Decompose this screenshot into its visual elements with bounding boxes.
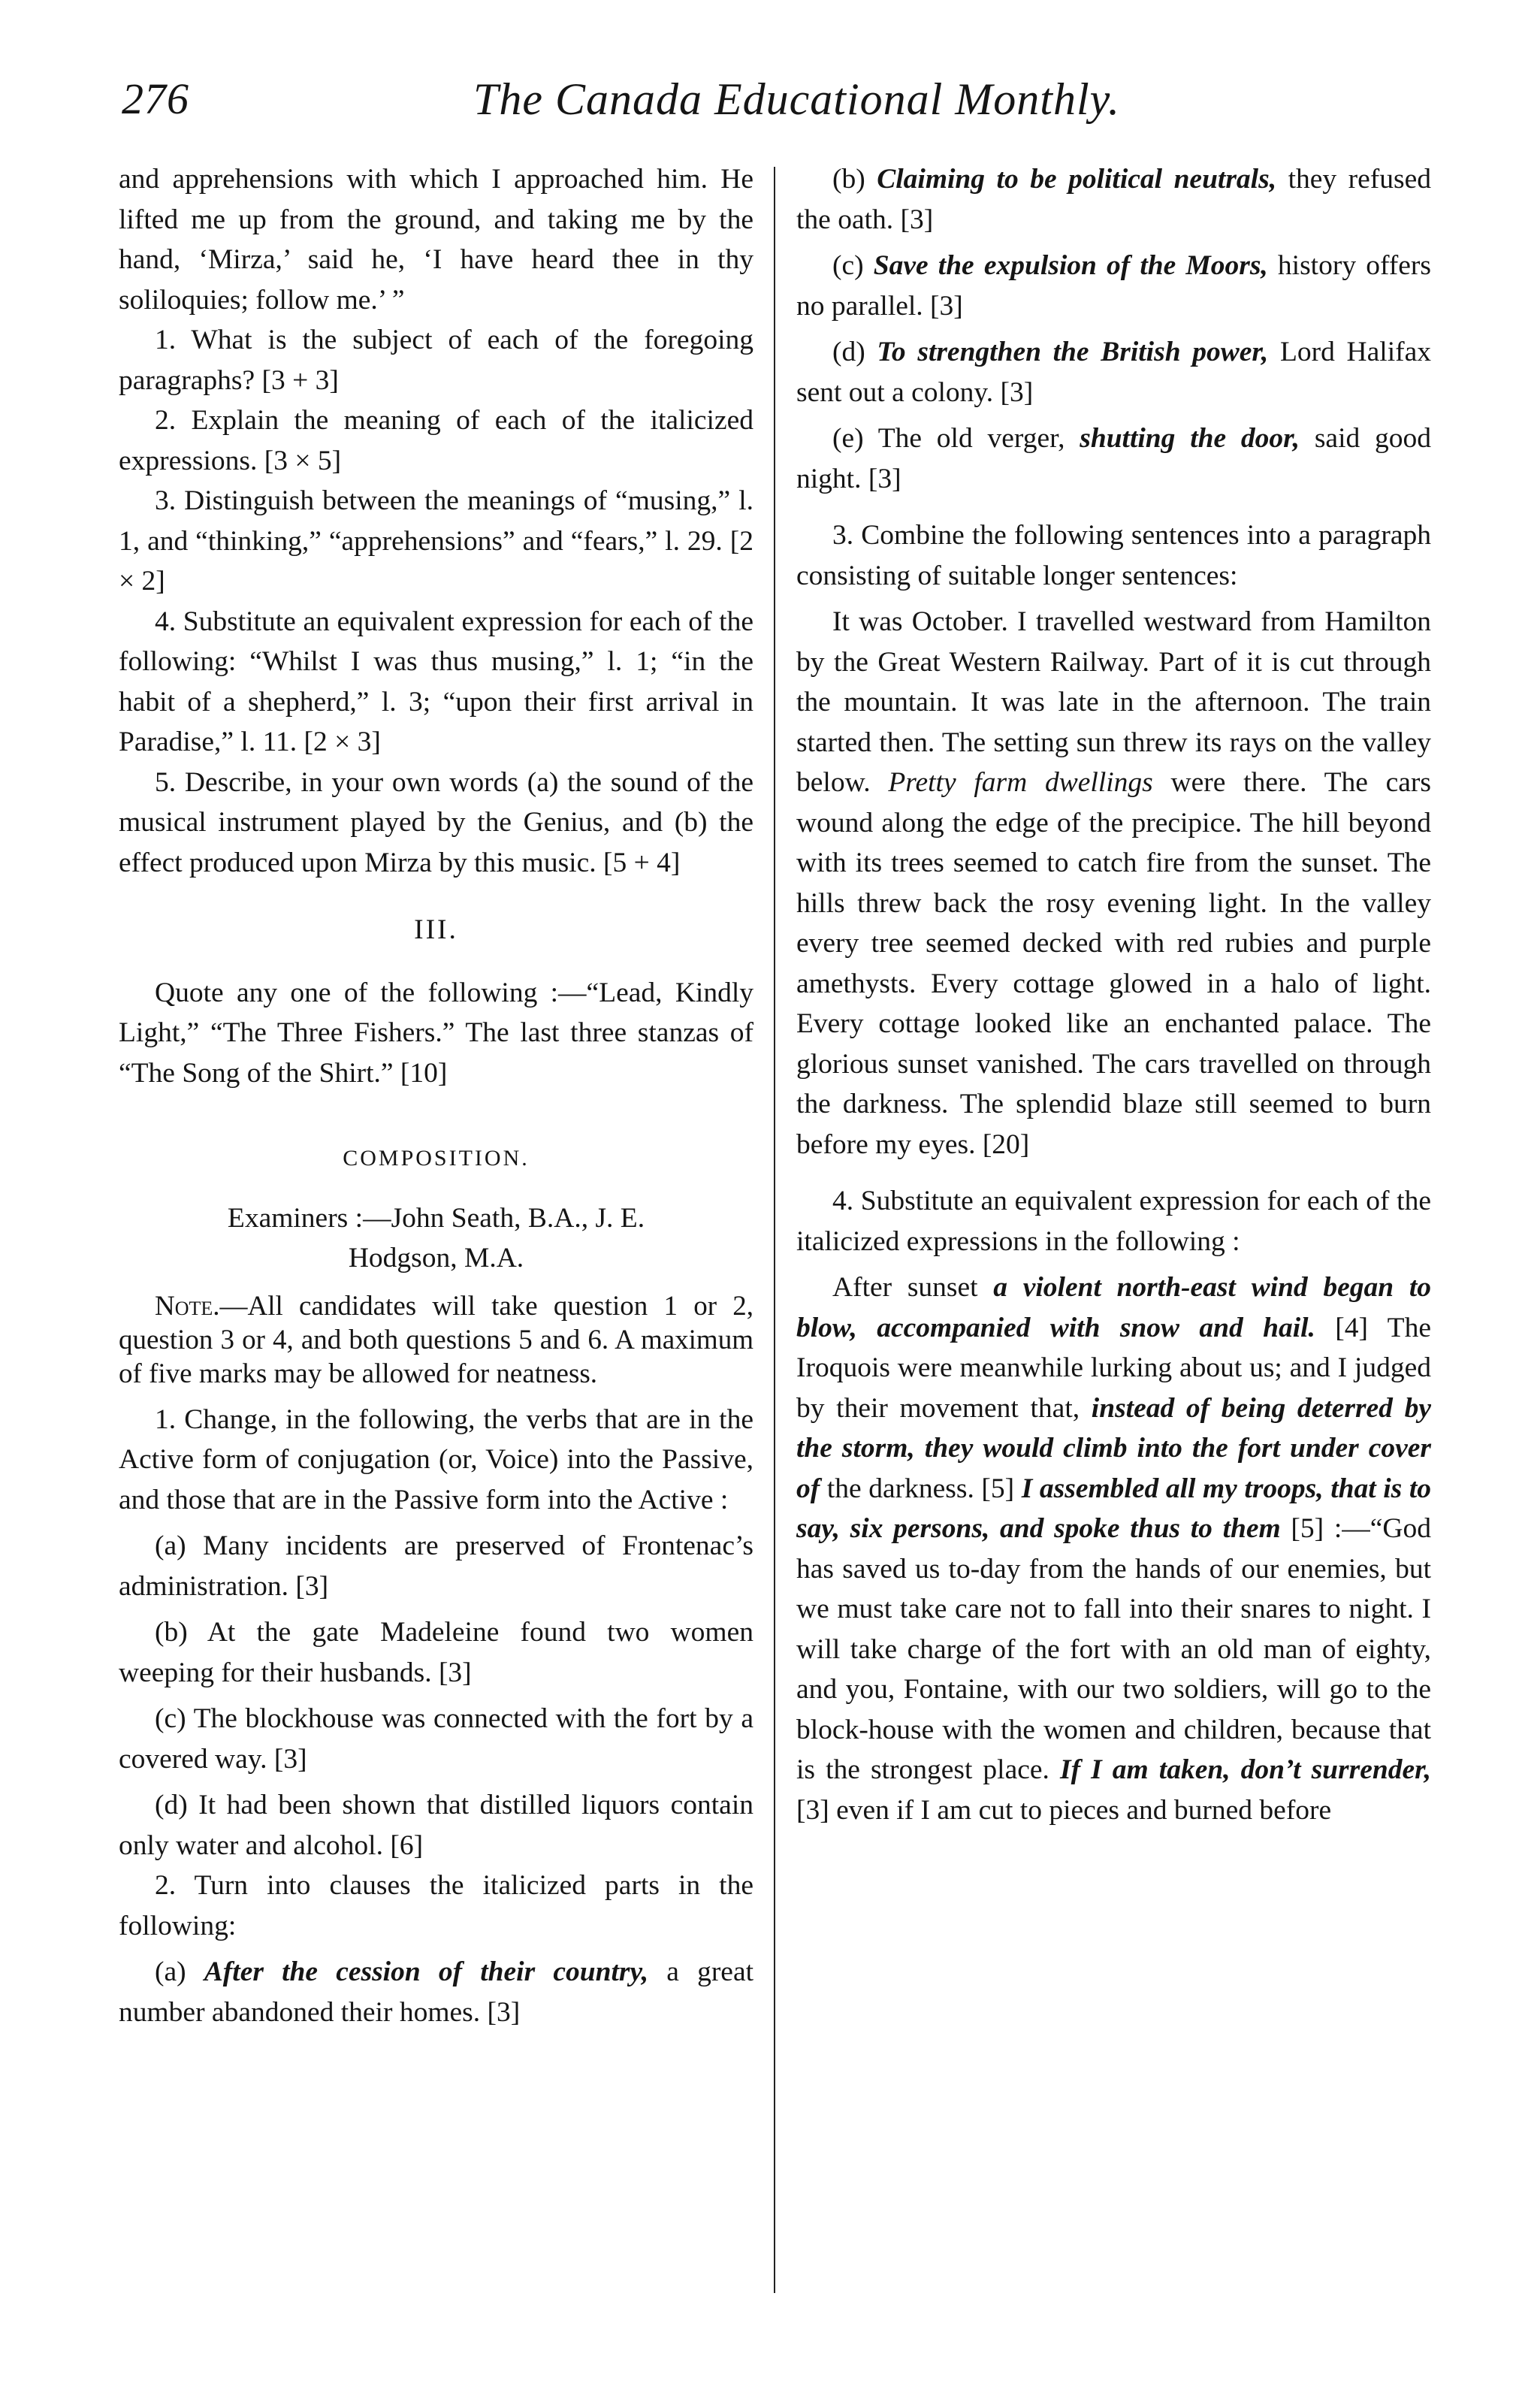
running-title: The Canada Educational Monthly. bbox=[473, 74, 1120, 124]
passage-end: [3] even if I am cut to pieces and burned before bbox=[796, 1794, 1332, 1826]
italic-phrase-3: I assembled all my troops, that is to say, six persons, and spoke thus to them bbox=[796, 1473, 1432, 1544]
item-rest: a great number abandoned their homes. [3] bbox=[119, 1956, 754, 2028]
examiners-line-2: Hodgson, M.A. bbox=[348, 1243, 524, 1273]
composition-question-3: 3. Combine the following sentences into a paragraph consisting of suitable longer sentences: bbox=[796, 520, 1431, 591]
item-label: (a) bbox=[155, 1956, 186, 1987]
composition-question-4: 4. Substitute an equivalent expression for each of the italicized expressions in the following : bbox=[796, 1186, 1431, 1257]
right-column bbox=[796, 159, 1431, 1830]
italic-phrase: To strengthen the British power, bbox=[877, 337, 1269, 367]
passage-part-a: It was October. I travelled westward from Hamilton by the Great Western Railway. Part of it is cut through the mountain. It was late in the afternoon. The train started then. The setting sun threw its rays on the valley below. bbox=[796, 606, 1431, 798]
passage-mid-3: [5] :—“God has saved us to-day from the hands of our enemies, but we must take care not to fall into their snares to night. I will take charge of the fort with an old man of eighty, and you, Fontaine, with our two soldiers, will go to the block-house with the women and children, because that is the strongest place. bbox=[796, 1513, 1432, 1785]
composition-question-1d: (d) It had been shown that distilled liquors contain only water and alcohol. [6] bbox=[119, 1790, 753, 1861]
passage-mid-1: [4] The Iroquois were meanwhile lurking about us; and I judged by their movement that, bbox=[796, 1312, 1431, 1424]
composition-question-1c: (c) The blockhouse was connected with the fort by a covered way. [3] bbox=[119, 1703, 753, 1775]
passage-pre: After sunset bbox=[832, 1272, 978, 1303]
passage-part-b: were there. The cars wound along the edge of the precipice. The hill beyond with its trees seemed to catch fire from the sunset. The hills threw back the rosy evening light. In the valley every tree seemed decked with red rubies and purple amethysts. Every cottage glowed in a halo of light. Every cottage looked like an enchanted palace. The glorious sunset vanished. The cars travelled on through the darkness. The splendid blaze still seemed to burn before my eyes. [20] bbox=[796, 767, 1432, 1160]
italic-phrase-4: If I am taken, don’t surrender, bbox=[1059, 1754, 1431, 1785]
composition-question-2b bbox=[796, 159, 1431, 240]
question-4: 4. Substitute an equivalent expression for each of the following: “Whilst I was thus musing,” l. 1; “in the habit of a shepherd,” l. 3; “upon their first arrival in Paradise,” l. 11. [2 × 3] bbox=[119, 606, 753, 757]
note-text: —All candidates will take question 1 or 2, question 3 or 4, and both questions 5 and 6. A maximum of five marks may be allowed for neatness. bbox=[119, 1290, 753, 1389]
note-paragraph bbox=[119, 1289, 753, 1391]
note-label: Note. bbox=[155, 1290, 220, 1322]
item-label: (d) bbox=[832, 337, 865, 367]
item-label: (b) bbox=[832, 164, 865, 195]
composition-question-1: 1. Change, in the following, the verbs that are in the Active form of conjugation (or, Voice) into the Passive, and those that are in the Passive form into the Active : bbox=[119, 1403, 753, 1515]
page-number: 276 bbox=[122, 74, 189, 123]
quote-task: Quote any one of the following :—“Lead, Kindly Light,” “The Three Fishers.” The last three stanzas of “The Song of the Shirt.” [10] bbox=[119, 977, 753, 1089]
column-divider bbox=[774, 167, 775, 2293]
question-2: 2. Explain the meaning of each of the italicized expressions. [3 × 5] bbox=[119, 405, 753, 476]
italic-phrase: After the cession of their country, bbox=[204, 1956, 649, 1987]
composition-heading: COMPOSITION. bbox=[343, 1146, 530, 1171]
passage-mid-2: the darkness. [5] bbox=[826, 1473, 1015, 1504]
composition-question-2e bbox=[796, 418, 1431, 499]
page-header bbox=[113, 59, 1420, 141]
italic-phrase-1: a violent north-east wind began to blow, accompanied with snow and hail. bbox=[796, 1272, 1431, 1343]
examiners-line bbox=[119, 1198, 753, 1279]
item-label: (e) bbox=[832, 423, 864, 454]
composition-question-2: 2. Turn into clauses the italicized parts in the following: bbox=[119, 1870, 753, 1941]
question-1: 1. What is the subject of each of the foregoing paragraphs? [3 + 3] bbox=[119, 325, 753, 396]
substitute-passage bbox=[796, 1267, 1431, 1830]
item-rest: they refused the oath. [3] bbox=[796, 164, 1431, 235]
italic-phrase: Pretty farm dwellings bbox=[888, 767, 1153, 798]
intro-paragraph: and apprehensions with which I approached him. He lifted me up from the ground, and taking me by the hand, ‘Mirza,’ said he, ‘I have heard thee in thy soliloquies; follow me.’ ” bbox=[119, 164, 753, 316]
item-rest: history offers no parallel. [3] bbox=[796, 250, 1431, 322]
composition-question-1b: (b) At the gate Madeleine found two women weeping for their husbands. [3] bbox=[119, 1617, 753, 1688]
item-rest: Lord Halifax sent out a colony. [3] bbox=[796, 337, 1432, 408]
question-5: 5. Describe, in your own words (a) the sound of the musical instrument played by the Genius, and (b) the effect produced upon Mirza by this music. [5 + 4] bbox=[119, 766, 753, 878]
composition-question-1a: (a) Many incidents are preserved of Frontenac’s administration. [3] bbox=[119, 1530, 753, 1602]
italic-phrase: Save the expulsion of the Moors, bbox=[873, 250, 1268, 281]
composition-question-2d bbox=[796, 332, 1431, 412]
section-heading-iii: III. bbox=[414, 914, 458, 945]
question-3: 3. Distinguish between the meanings of “musing,” l. 1, and “thinking,” “apprehensions” and “fears,” l. 29. [2 × 2] bbox=[119, 485, 753, 597]
italic-phrase-2: instead of being deterred by the storm, they would climb into the fort under cover of bbox=[796, 1392, 1431, 1504]
composition-question-2c bbox=[796, 246, 1431, 326]
examiners-line-1: Examiners :—John Seath, B.A., J. E. bbox=[227, 1202, 645, 1234]
italic-phrase: Claiming to be political neutrals, bbox=[877, 164, 1277, 195]
composition-question-2a bbox=[119, 1952, 753, 2032]
combine-passage bbox=[796, 602, 1431, 1165]
item-pre: The old verger, bbox=[877, 423, 1065, 454]
left-column bbox=[119, 159, 753, 2032]
item-rest: said good night. [3] bbox=[796, 423, 1432, 494]
item-label: (c) bbox=[832, 250, 864, 281]
italic-phrase: shutting the door, bbox=[1080, 423, 1300, 454]
